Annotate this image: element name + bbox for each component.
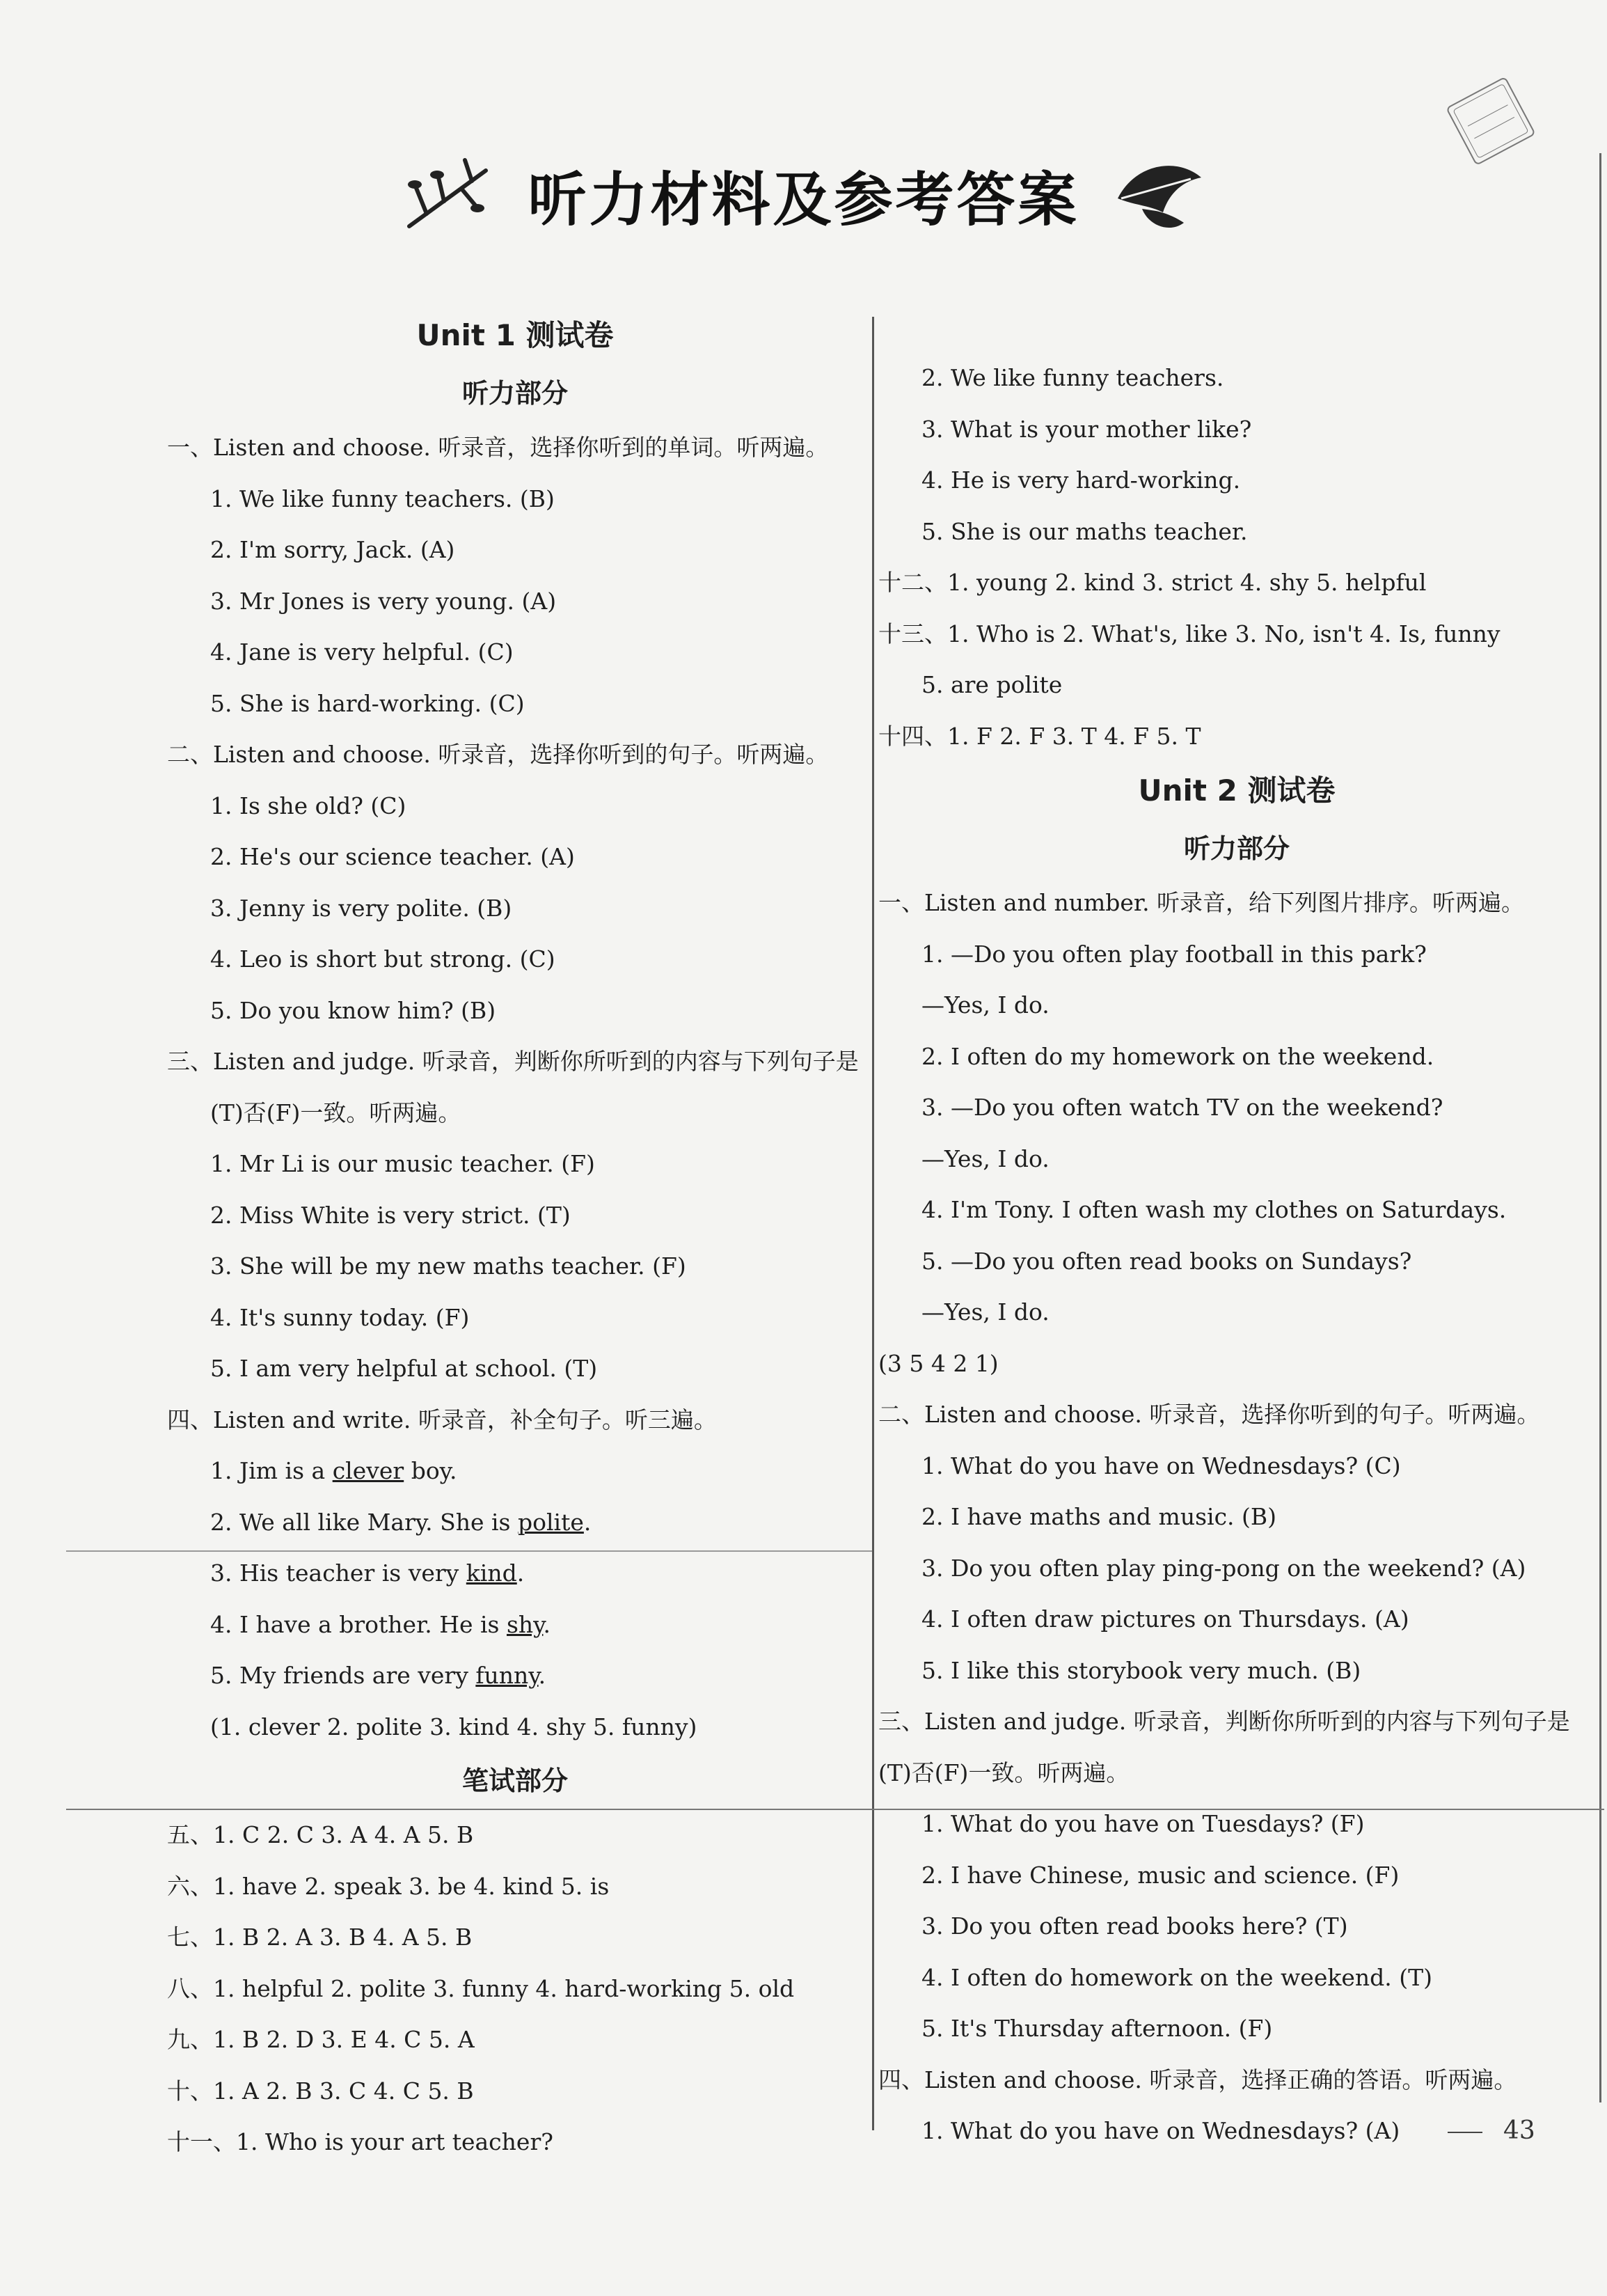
answer-item: 5. She is our maths teacher. bbox=[921, 517, 1248, 545]
answer-item: (1. clever 2. polite 3. kind 4. shy 5. funny) bbox=[210, 1713, 697, 1740]
answer-item bbox=[167, 1650, 863, 1701]
question-heading: (T)否(F)一致。听两遍。 bbox=[878, 1759, 1130, 1786]
answer-item: 4. He is very hard-working. bbox=[921, 466, 1241, 494]
underlined-answer: funny bbox=[475, 1662, 539, 1689]
answer-item: 2. Miss White is very strict. (T) bbox=[210, 1201, 571, 1229]
answer-item: 1. What do you have on Wednesdays? (A) bbox=[921, 2117, 1400, 2144]
question-heading: 一、Listen and number. 听录音，给下列图片排序。听两遍。 bbox=[878, 889, 1525, 916]
answer-text: 2. We all like Mary. She is bbox=[210, 1508, 518, 1536]
answer-item: 2. He's our science teacher. (A) bbox=[210, 843, 575, 870]
answer-item: 5. —Do you often read books on Sundays? bbox=[921, 1247, 1412, 1275]
answer-item: 2. We like funny teachers. bbox=[921, 364, 1224, 391]
question-heading: 十一、1. Who is your art teacher? bbox=[167, 2128, 553, 2155]
section-title: 听力部分 bbox=[461, 378, 568, 409]
answer-item: 1. Is she old? (C) bbox=[210, 792, 406, 819]
answer-item: 4. I often draw pictures on Thursdays. (A) bbox=[921, 1605, 1409, 1633]
underlined-answer: shy bbox=[506, 1610, 544, 1638]
question-heading: 十三、1. Who is 2. What's, like 3. No, isn't 4. Is, funny bbox=[878, 620, 1501, 647]
answer-item: 1. We like funny teachers. (B) bbox=[210, 485, 555, 512]
answer-item: 5. Do you know him? (B) bbox=[210, 996, 496, 1024]
answer-item: 1. —Do you often play football in this park? bbox=[921, 940, 1427, 968]
page-title: 听力材料及参考答案 bbox=[528, 165, 1079, 234]
right-column bbox=[878, 352, 1595, 2157]
leaf-right-icon bbox=[1107, 150, 1212, 240]
question-heading: 二、Listen and choose. 听录音，选择你听到的句子。听两遍。 bbox=[878, 1401, 1540, 1428]
answer-text: 1. Jim is a bbox=[210, 1457, 333, 1484]
question-heading: 七、1. B 2. A 3. B 4. A 5. B bbox=[167, 1924, 473, 1951]
answer-text: 4. I have a brother. He is bbox=[210, 1610, 507, 1638]
question-heading: 九、1. B 2. D 3. E 4. C 5. A bbox=[167, 2026, 475, 2053]
section-title: 听力部分 bbox=[1183, 833, 1290, 864]
question-heading: 三、Listen and judge. 听录音，判断你所听到的内容与下列句子是 bbox=[167, 1048, 859, 1075]
answer-item: 3. What is your mother like? bbox=[921, 415, 1252, 443]
answer-text-end: boy. bbox=[404, 1457, 457, 1484]
question-heading: 五、1. C 2. C 3. A 4. A 5. B bbox=[167, 1821, 474, 1848]
branch-left-icon bbox=[395, 150, 500, 240]
page-number: 43 bbox=[1503, 2116, 1535, 2145]
left-column bbox=[167, 306, 863, 2168]
question-heading: 四、Listen and choose. 听录音，选择正确的答语。听两遍。 bbox=[878, 2066, 1517, 2093]
answer-item bbox=[167, 1497, 863, 1548]
question-heading: 十四、1. F 2. F 3. T 4. F 5. T bbox=[878, 722, 1201, 750]
answer-text-end: . bbox=[543, 1610, 551, 1638]
page-header bbox=[0, 143, 1607, 247]
underlined-answer: kind bbox=[466, 1559, 517, 1587]
answer-item: 1. What do you have on Wednesdays? (C) bbox=[921, 1452, 1401, 1479]
answer-item: 3. Mr Jones is very young. (A) bbox=[210, 587, 557, 615]
answer-item: 2. I have maths and music. (B) bbox=[921, 1503, 1277, 1530]
question-heading: 四、Listen and write. 听录音，补全句子。听三遍。 bbox=[167, 1406, 717, 1433]
answer-item: 5. I am very helpful at school. (T) bbox=[210, 1355, 598, 1382]
answer-item: 3. Do you often read books here? (T) bbox=[921, 1912, 1348, 1940]
question-heading: 三、Listen and judge. 听录音，判断你所听到的内容与下列句子是 bbox=[878, 1708, 1570, 1735]
answer-item: 2. I'm sorry, Jack. (A) bbox=[210, 536, 455, 563]
answer-item: —Yes, I do. bbox=[921, 1298, 1050, 1326]
answer-item: 4. I'm Tony. I often wash my clothes on Saturdays. bbox=[921, 1196, 1507, 1223]
answer-item: —Yes, I do. bbox=[921, 1145, 1050, 1172]
answer-item: 3. She will be my new maths teacher. (F) bbox=[210, 1252, 686, 1280]
answer-item: 1. What do you have on Tuesdays? (F) bbox=[921, 1810, 1365, 1837]
answer-item: 3. Do you often play ping-pong on the weekend? (A) bbox=[921, 1554, 1526, 1582]
question-heading: 十二、1. young 2. kind 3. strict 4. shy 5. helpful bbox=[878, 569, 1427, 596]
answer-text: 5. My friends are very bbox=[210, 1662, 476, 1689]
question-heading: 八、1. helpful 2. polite 3. funny 4. hard-working 5. old bbox=[167, 1974, 795, 2002]
answer-item: 4. Leo is short but strong. (C) bbox=[210, 945, 555, 973]
answer-item: 3. Jenny is very polite. (B) bbox=[210, 894, 512, 922]
answer-item: 5. It's Thursday afternoon. (F) bbox=[921, 2015, 1273, 2042]
answer-item: 4. Jane is very helpful. (C) bbox=[210, 638, 514, 666]
column-divider bbox=[872, 317, 874, 2130]
underlined-answer: clever bbox=[332, 1457, 404, 1484]
answer-item bbox=[167, 1599, 863, 1651]
answer-text-end: . bbox=[583, 1508, 592, 1536]
answer-item: 3. —Do you often watch TV on the weekend? bbox=[921, 1094, 1443, 1121]
answer-item: 1. Mr Li is our music teacher. (F) bbox=[210, 1150, 595, 1177]
answer-item bbox=[167, 1548, 863, 1599]
question-heading: 十、1. A 2. B 3. C 4. C 5. B bbox=[167, 2077, 474, 2105]
question-heading: 六、1. have 2. speak 3. be 4. kind 5. is bbox=[167, 1872, 610, 1900]
answer-item: 2. I often do my homework on the weekend. bbox=[921, 1042, 1434, 1070]
answer-item: (T)否(F)一致。听两遍。 bbox=[210, 1099, 461, 1126]
answer-item: 5. I like this storybook very much. (B) bbox=[921, 1656, 1361, 1684]
unit-title: Unit 1 测试卷 bbox=[416, 318, 614, 352]
answer-item: 4. It's sunny today. (F) bbox=[210, 1303, 470, 1331]
margin-rule bbox=[1599, 153, 1601, 2102]
question-heading: (3 5 4 2 1) bbox=[878, 1349, 999, 1377]
unit-title: Unit 2 测试卷 bbox=[1138, 773, 1336, 808]
question-heading: 一、Listen and choose. 听录音，选择你听到的单词。听两遍。 bbox=[167, 434, 829, 461]
answer-item bbox=[167, 1445, 863, 1497]
answer-item: 5. are polite bbox=[921, 671, 1063, 698]
question-heading: 二、Listen and choose. 听录音，选择你听到的句子。听两遍。 bbox=[167, 741, 829, 768]
underlined-answer: polite bbox=[517, 1508, 584, 1536]
answer-text: 3. His teacher is very bbox=[210, 1559, 466, 1587]
page-number-dash bbox=[1448, 2132, 1482, 2133]
answer-text-end: . bbox=[538, 1662, 546, 1689]
answer-text-end: . bbox=[516, 1559, 525, 1587]
section-title: 笔试部分 bbox=[461, 1766, 568, 1796]
answer-item: 2. I have Chinese, music and science. (F) bbox=[921, 1861, 1400, 1889]
answer-item: —Yes, I do. bbox=[921, 991, 1050, 1019]
answer-item: 5. She is hard-working. (C) bbox=[210, 689, 525, 717]
answer-item: 4. I often do homework on the weekend. (T) bbox=[921, 1963, 1433, 1991]
